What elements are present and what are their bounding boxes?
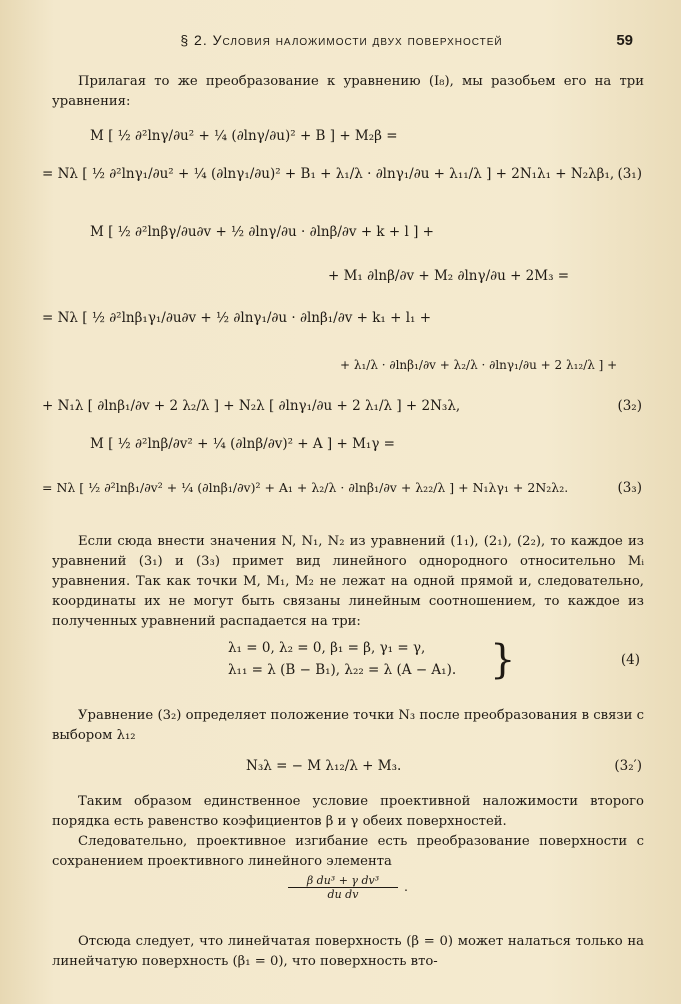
- system-line-2: λ₁₁ = λ (B − B₁), λ₂₂ = λ (A − A₁).: [228, 662, 457, 678]
- eq-3-2-line-2: + M₁ ∂lnβ/∂v + M₂ ∂lnγ/∂u + 2M₃ =: [328, 268, 570, 284]
- eq-3-2-line-5: + N₁λ [ ∂lnβ₁/∂v + 2 λ₂/λ ] + N₂λ [ ∂lnγ₁/∂u + 2 λ₁/λ ] + 2N₃λ,: [42, 398, 461, 414]
- intro-paragraph: Прилагая то же преобразование к уравнению (I₈), мы разобьем его на три уравнения:: [52, 74, 644, 109]
- eq-3-2-prime-body: N₃λ = − M λ₁₂/λ + M₃.: [246, 758, 402, 774]
- eq-3-3-line-1: M [ ½ ∂²lnβ/∂v² + ¼ (∂lnβ/∂v)² + A ] + M₁γ =: [90, 436, 395, 452]
- fraction-numerator: β du³ + γ dv³: [288, 874, 398, 888]
- paragraph-point-n3: Уравнение (3₂) определяет положение точки N₃ после преобразования в связи с выбором λ₁₂: [52, 708, 644, 743]
- section-title: § 2. Условия наложимости двух поверхностей: [180, 32, 503, 48]
- paragraph-values: Если сюда внести значения N, N₁, N₂ из уравнений (1₁), (2₁), (2₂), то каждое из уравнений (3₁) и (3₃) примет вид линейного однородного относительно Mᵢ уравнения. Так как точки M, M₁, M₂ не лежат на одной прямой и, следовательно, координаты их не могут быть связаны линейным соотношением, то каждое из полученных уравнений распадается на три:: [52, 534, 644, 629]
- eq-3-2-label: (3₂): [617, 398, 642, 414]
- equation-system-4: [228, 637, 658, 684]
- running-header: [50, 32, 633, 54]
- system-line-1: λ₁ = 0, λ₂ = 0, β₁ = β, γ₁ = γ,: [228, 640, 426, 656]
- eq-3-3-label: (3₃): [617, 480, 642, 496]
- equation-3-2-prime: [40, 756, 650, 782]
- fraction-denominator: du dv: [327, 888, 359, 901]
- eq-3-3-line-2: = Nλ [ ½ ∂²lnβ₁/∂v² + ¼ (∂lnβ₁/∂v)² + A₁ + λ₂/λ · ∂lnβ₁/∂v + λ₂₂/λ ] + N₁λγ₁ + 2N₂λ₂.: [42, 480, 569, 495]
- paragraph-condition: Таким образом единственное условие проективной наложимости второго порядка есть равенство коэфициентов β и γ обеих поверхностей.: [52, 794, 644, 829]
- linear-element: [286, 874, 426, 901]
- equation-3-2: [40, 218, 650, 418]
- eq-3-2-line-4: + λ₁/λ · ∂lnβ₁/∂v + λ₂/λ · ∂lnγ₁/∂u + 2 λ₁₂/λ ] +: [340, 358, 618, 372]
- linear-element-fraction: [288, 874, 398, 901]
- eq-3-2-line-1: M [ ½ ∂²lnβγ/∂u∂v + ½ ∂lnγ/∂u · ∂lnβ/∂v + k + l ] +: [90, 224, 434, 240]
- eq-3-1-line-2: = Nλ [ ½ ∂²lnγ₁/∂u² + ¼ (∂lnγ₁/∂u)² + B₁ + λ₁/λ · ∂lnγ₁/∂u + λ₁₁/λ ] + 2N₁λ₁ + N₂λβ₁,: [42, 166, 615, 182]
- system-label: (4): [620, 652, 640, 668]
- eq-3-2-prime-label: (3₂′): [614, 758, 642, 774]
- right-brace: }: [490, 637, 516, 683]
- page-number: 59: [616, 32, 633, 49]
- equation-3-3: [40, 430, 650, 510]
- equation-3-1: [40, 120, 650, 200]
- eq-3-1-label: (3₁): [617, 166, 642, 182]
- fraction-period: .: [403, 879, 408, 894]
- paragraph-ruled-surface: Отсюда следует, что линейчатая поверхность (β = 0) может налаться только на линейчатую поверхность (β₁ = 0), что поверхность вто-: [52, 934, 644, 969]
- paragraph-bending: Следовательно, проективное изгибание есть преобразование поверхности с сохранением проективного линейного элемента: [52, 834, 644, 869]
- eq-3-1-line-1: M [ ½ ∂²lnγ/∂u² + ¼ (∂lnγ/∂u)² + B ] + M₂β =: [90, 128, 398, 144]
- eq-3-2-line-3: = Nλ [ ½ ∂²lnβ₁γ₁/∂u∂v + ½ ∂lnγ₁/∂u · ∂lnβ₁/∂v + k₁ + l₁ +: [42, 310, 432, 326]
